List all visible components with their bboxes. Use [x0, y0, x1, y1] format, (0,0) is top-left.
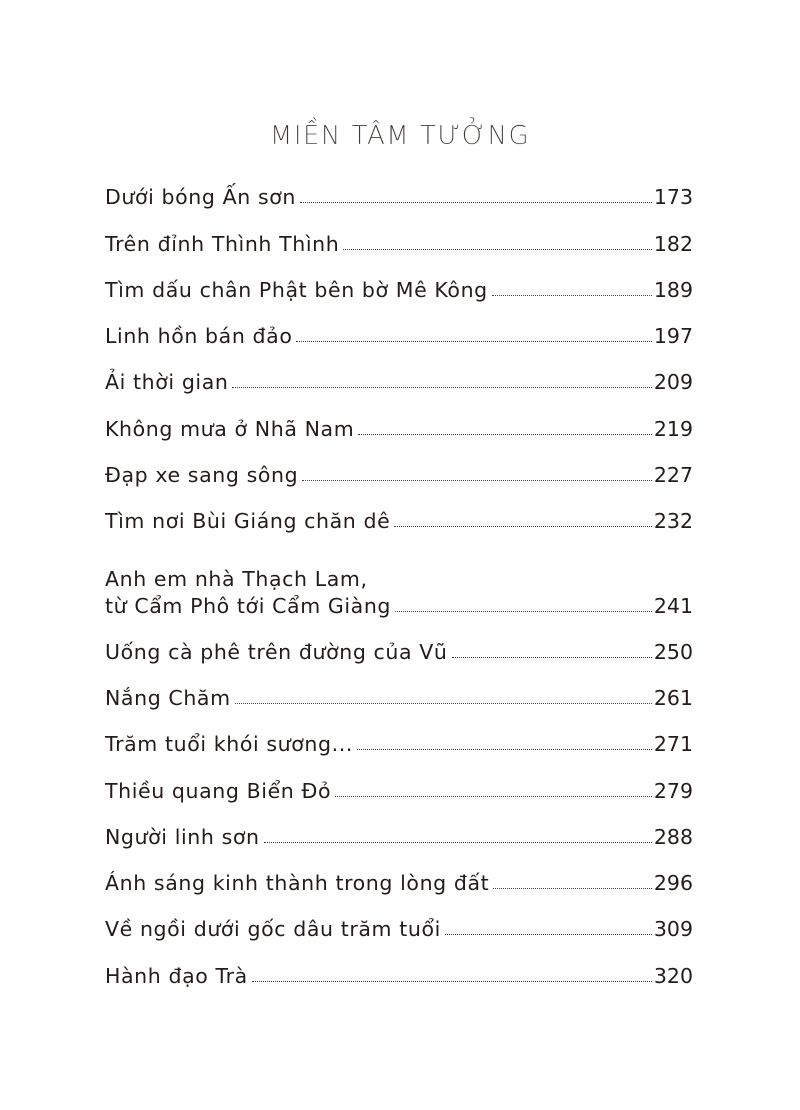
- toc-entry[interactable]: [105, 405, 693, 451]
- dot-leader: [264, 842, 652, 843]
- toc-entry[interactable]: [105, 952, 693, 998]
- dot-leader: [358, 434, 652, 435]
- toc-entry-title: Đạp xe sang sông: [105, 463, 299, 488]
- dot-leader: [232, 387, 651, 388]
- toc-entry-title: Ải thời gian: [105, 370, 229, 395]
- dot-leader: [394, 526, 652, 527]
- toc-entry-title: Không mưa ở Nhã Nam: [105, 416, 355, 441]
- toc-entry-page: 209: [653, 370, 693, 395]
- toc-entry-title: Uống cà phê trên đường của Vũ: [105, 639, 448, 664]
- dot-leader: [252, 981, 652, 982]
- dot-leader: [302, 480, 652, 481]
- dot-leader: [343, 249, 652, 250]
- toc-entry[interactable]: [105, 675, 693, 721]
- toc-entry-title: Nắng Chăm: [105, 685, 231, 710]
- toc-entry-title: Ánh sáng kinh thành trong lòng đất: [105, 871, 490, 896]
- section-title: MIỀN TÂM TƯỞNG: [269, 121, 531, 152]
- toc-entry[interactable]: [105, 906, 693, 952]
- toc-entry-title: Trên đỉnh Thình Thình: [105, 231, 340, 256]
- toc-entry-page: 296: [653, 871, 693, 896]
- toc-entry-page: 197: [653, 324, 693, 349]
- toc-entry[interactable]: [105, 359, 693, 405]
- toc-entry[interactable]: [105, 767, 693, 813]
- toc-entry-page: 271: [653, 732, 693, 757]
- table-of-contents: [105, 174, 693, 999]
- toc-entry-second-line: [105, 594, 693, 618]
- toc-entry-title: Về ngồi dưới gốc dâu trăm tuổi: [105, 917, 441, 942]
- toc-entry-page: 232: [653, 509, 693, 534]
- dot-leader: [235, 703, 652, 704]
- toc-entry-title-line2: từ Cẩm Phô tới Cẩm Giàng: [105, 594, 392, 619]
- toc-entry-title: Tìm nơi Bùi Giáng chăn dê: [105, 509, 391, 534]
- toc-entry-page: 309: [653, 917, 693, 942]
- toc-entry-title: Tìm dấu chân Phật bên bờ Mê Kông: [105, 277, 488, 302]
- toc-entry-page: 182: [653, 231, 693, 256]
- toc-entry-title: Trăm tuổi khói sương...: [105, 732, 353, 757]
- toc-entry[interactable]: [105, 452, 693, 498]
- toc-entry[interactable]: [105, 174, 693, 220]
- toc-entry[interactable]: [105, 628, 693, 674]
- toc-entry-two-line[interactable]: [105, 544, 693, 628]
- dot-leader: [357, 749, 652, 750]
- toc-entry[interactable]: [105, 267, 693, 313]
- toc-entry[interactable]: [105, 814, 693, 860]
- toc-entry-title: Dưới bóng Ấn sơn: [105, 185, 296, 210]
- toc-entry-page: 261: [653, 685, 693, 710]
- toc-entry[interactable]: [105, 498, 693, 544]
- dot-leader: [452, 657, 652, 658]
- toc-entry-title: Người linh sơn: [105, 824, 260, 849]
- toc-entry-title: Hành đạo Trà: [105, 963, 248, 988]
- toc-entry-page: 288: [653, 824, 693, 849]
- toc-entry-page: 219: [653, 416, 693, 441]
- toc-entry-page: 173: [653, 185, 693, 210]
- toc-entry-page: 320: [653, 963, 693, 988]
- toc-entry-title-line1: Anh em nhà Thạch Lam,: [105, 567, 368, 592]
- toc-entry[interactable]: [105, 721, 693, 767]
- toc-entry-page: 250: [653, 639, 693, 664]
- dot-leader: [493, 888, 652, 889]
- toc-entry[interactable]: [105, 860, 693, 906]
- toc-entry[interactable]: [105, 313, 693, 359]
- dot-leader: [445, 934, 652, 935]
- dot-leader: [492, 295, 652, 296]
- dot-leader: [296, 341, 651, 342]
- toc-entry-page: 279: [653, 778, 693, 803]
- toc-entry-page: 189: [653, 277, 693, 302]
- toc-entry[interactable]: [105, 220, 693, 266]
- toc-entry-page: 241: [653, 594, 693, 619]
- toc-entry-title: Thiều quang Biển Đỏ: [105, 778, 332, 803]
- dot-leader: [335, 796, 652, 797]
- toc-entry-page: 227: [653, 463, 693, 488]
- dot-leader: [395, 611, 652, 612]
- toc-entry-title: Linh hồn bán đảo: [105, 324, 293, 349]
- dot-leader: [300, 202, 652, 203]
